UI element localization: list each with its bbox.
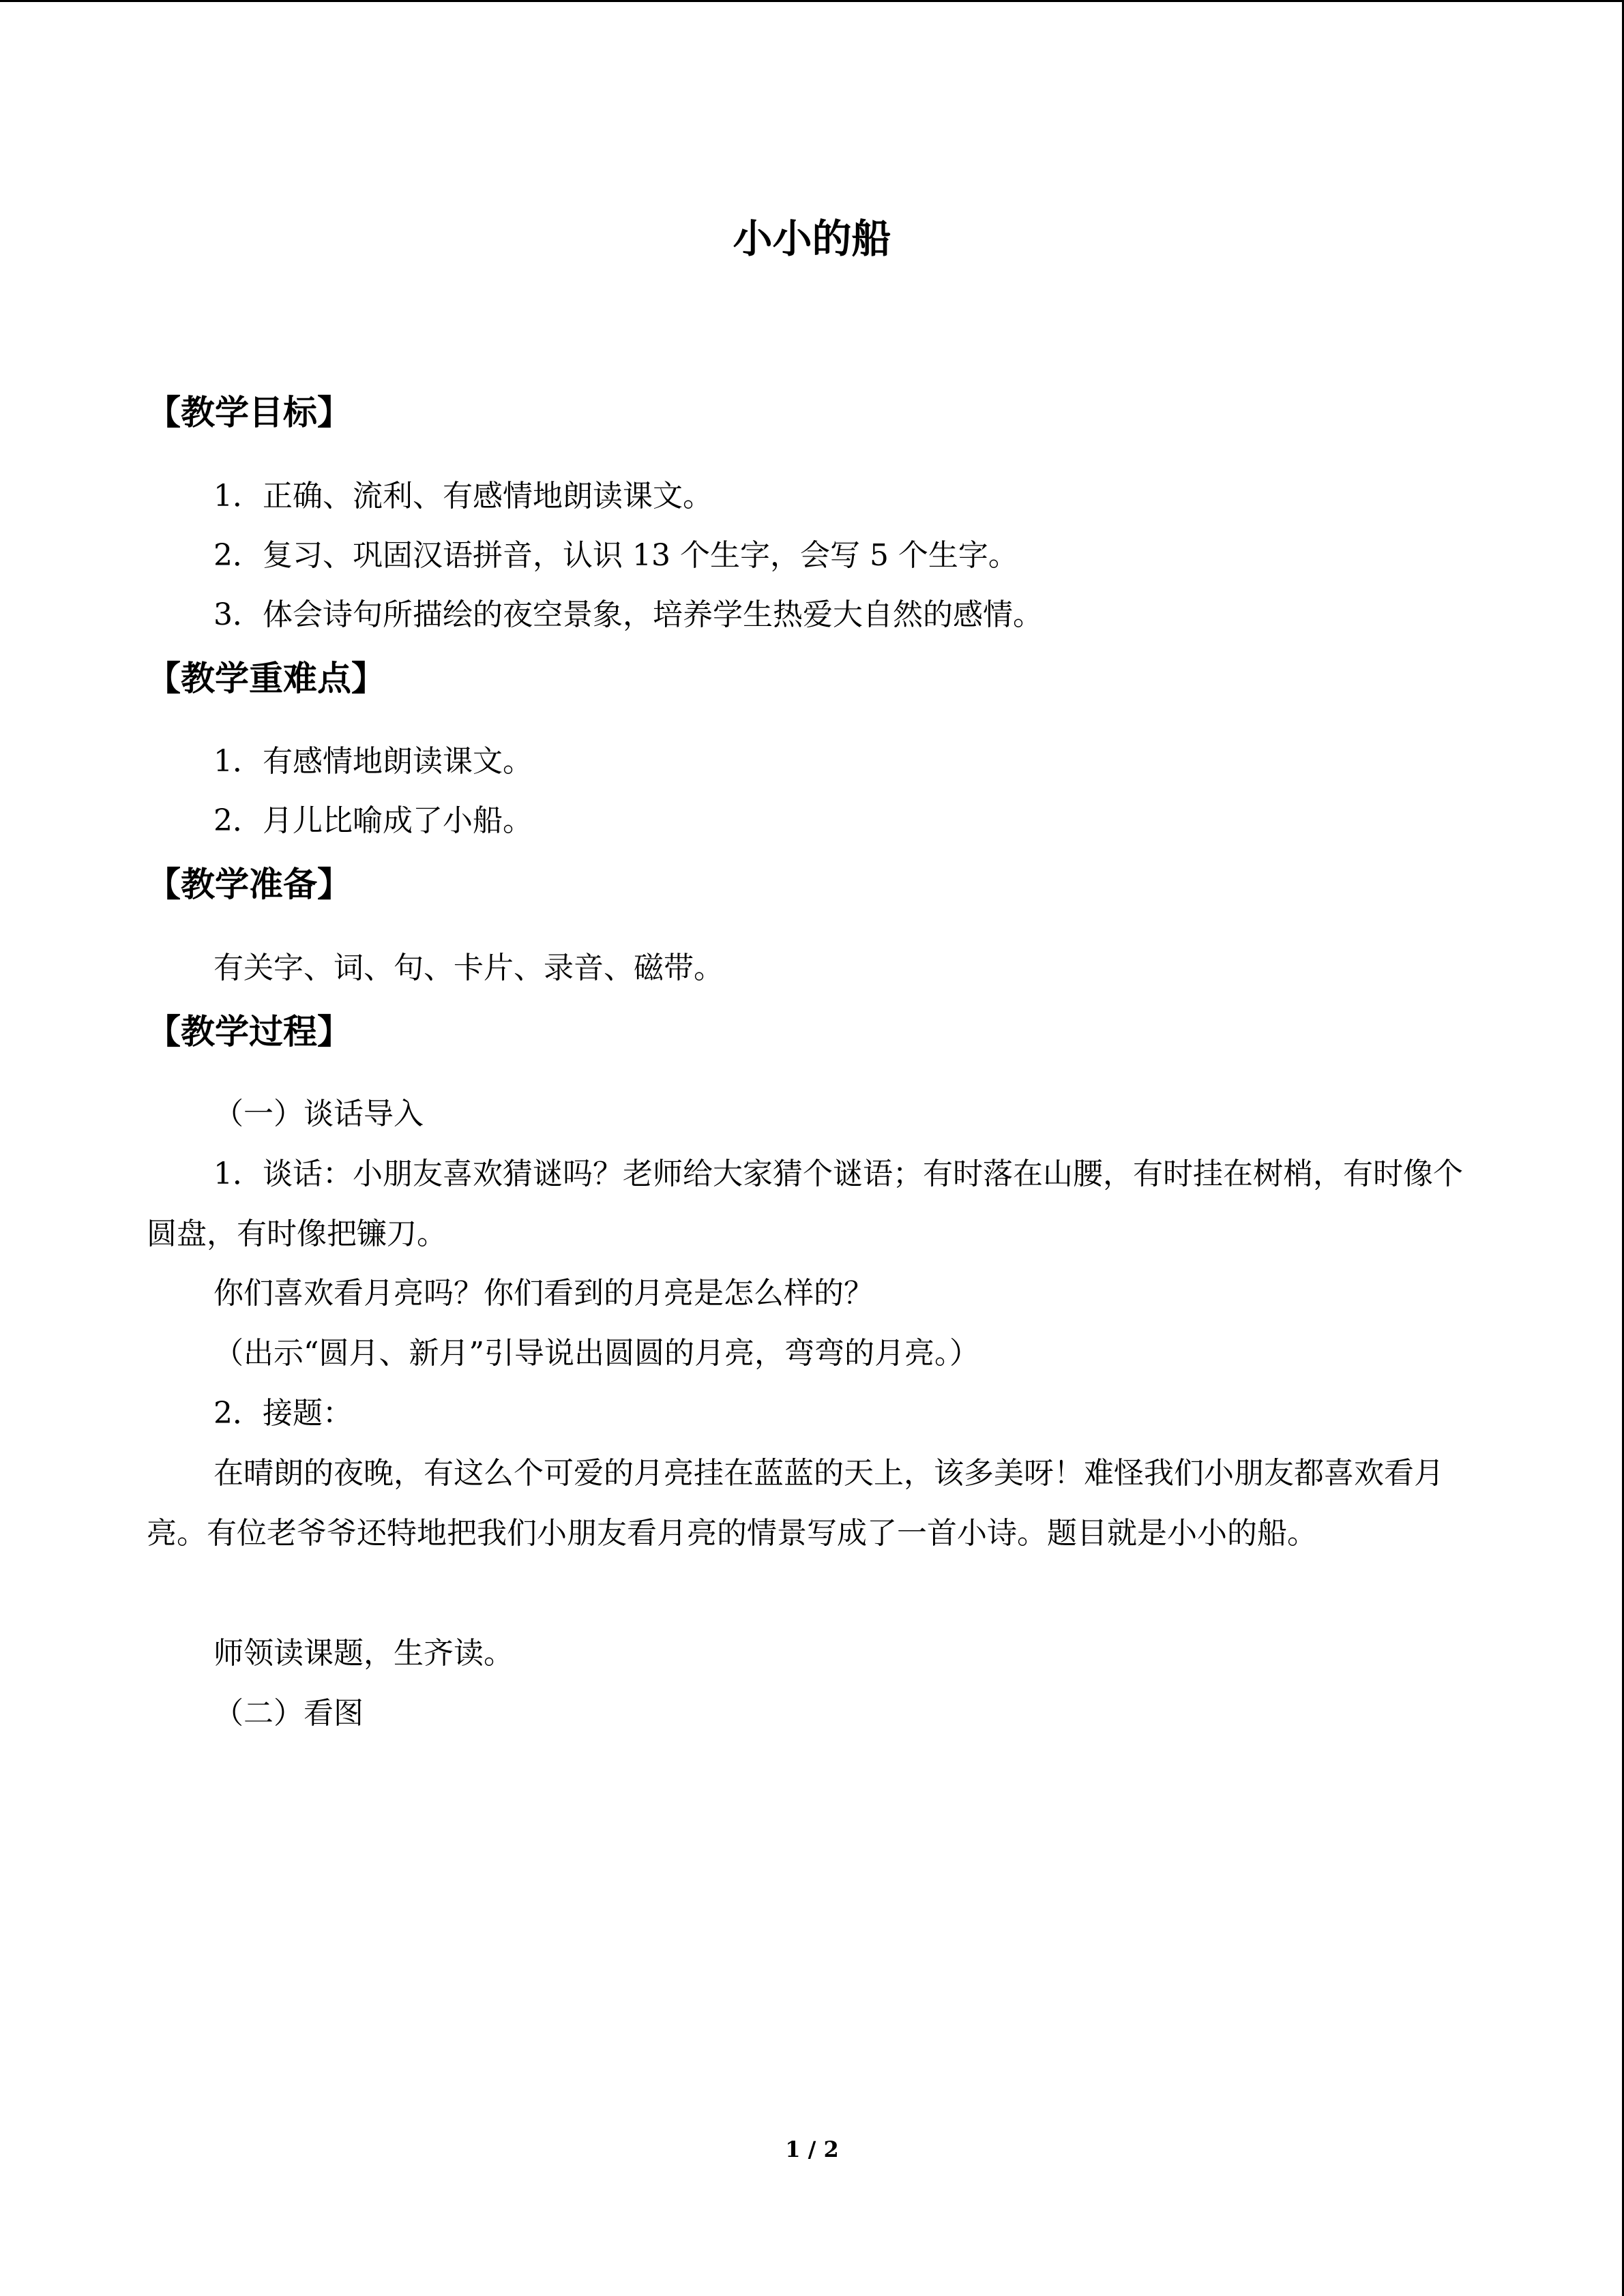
goal-item-2: 2．复习、巩固汉语拼音，认识 13 个生字，会写 5 个生字。 [213,538,1018,573]
process-item-2: 1．谈话：小朋友喜欢猜谜吗？老师给大家猜个谜语；有时落在山腰，有时挂在树梢，有时像个圆盘，有时像把镰刀。 [147,1157,1463,1251]
process-item-4: （出示“圆月、新月”引导说出圆圆的月亮，弯弯的月亮。） [213,1336,979,1371]
document-title: 小小的船 [733,215,891,262]
page-border-top [0,0,1624,2]
key-point-item-2: 2．月儿比喻成了小船。 [213,803,533,838]
section-heading-key-points: 【教学重难点】 [147,659,385,698]
preparation-item-1: 有关字、词、句、卡片、录音、磁带。 [213,951,724,985]
goal-item-3: 3．体会诗句所描绘的夜空景象，培养学生热爱大自然的感情。 [213,597,1043,632]
section-heading-process: 【教学过程】 [147,1012,351,1052]
page-number: 1 / 2 [785,2136,839,2162]
goal-item-1: 1．正确、流利、有感情地朗读课文。 [213,479,713,513]
process-item-3: 你们喜欢看月亮吗？你们看到的月亮是怎么样的？ [213,1276,874,1311]
process-item-8: （二）看图 [213,1696,364,1731]
process-item-5: 2．接题： [213,1396,353,1431]
section-heading-preparation: 【教学准备】 [147,865,351,904]
process-item-1: （一）谈话导入 [213,1097,424,1131]
key-point-item-1: 1．有感情地朗读课文。 [213,744,533,779]
process-item-7: 师领读课题，生齐读。 [213,1636,514,1671]
section-heading-goals: 【教学目标】 [147,393,351,432]
process-item-6: 在晴朗的夜晚，有这么个可爱的月亮挂在蓝蓝的天上，该多美呀！难怪我们小朋友都喜欢看月亮。有位老爷爷还特地把我们小朋友看月亮的情景写成了一首小诗。题目就是小小的船。 [147,1456,1444,1551]
